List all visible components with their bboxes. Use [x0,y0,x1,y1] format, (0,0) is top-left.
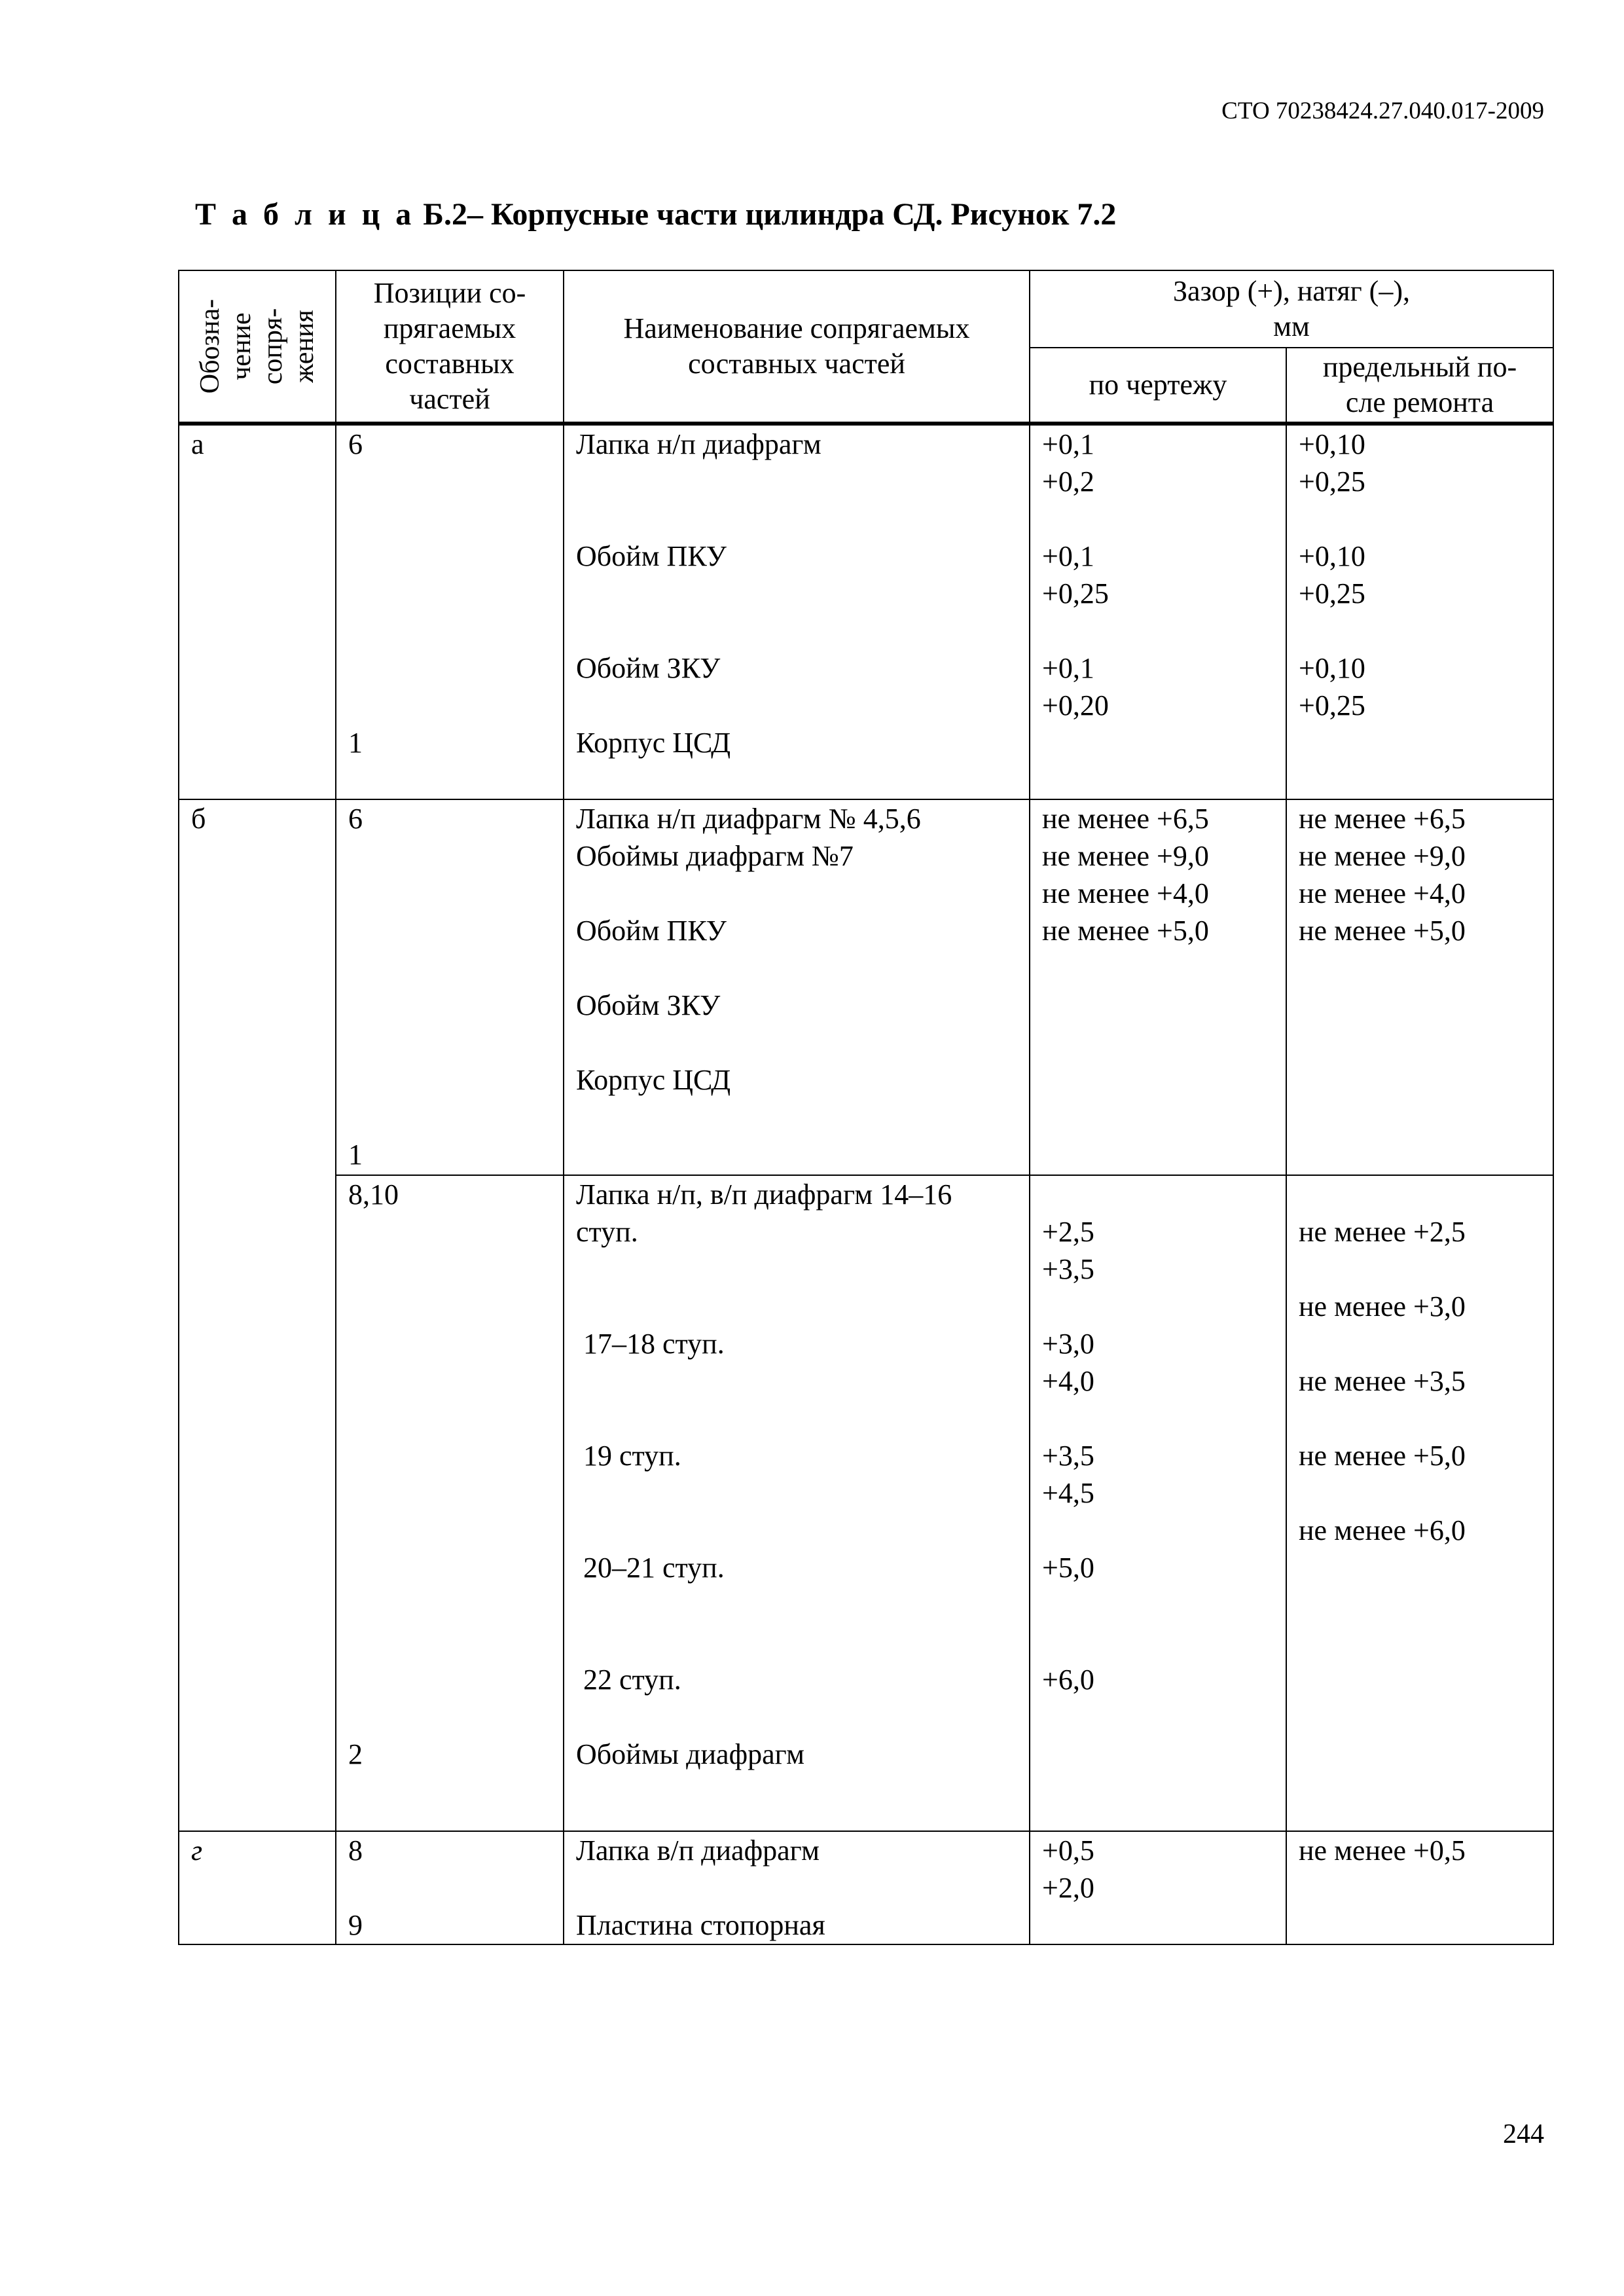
caption-prefix: Т а б л и ц а [195,197,416,232]
cell-names [564,424,1030,799]
table-row [179,1831,1553,1944]
cell-names: Лапка н/п, в/п диафрагм 14–16 ступ. 17–18 ступ. 19 ступ. 20–21 ступ. 22 ступ. Обоймы диафрагм [564,1175,1030,1831]
cell-limit: +0,10 +0,25 +0,10 +0,25 +0,10 +0,25 [1286,424,1553,799]
table-row [179,1175,1553,1831]
cell-by-drawing: +0,5 +2,0 [1030,1831,1286,1944]
header-gap-group: Зазор (+), натяг (–), мм [1030,270,1553,348]
cell-limit: не менее +0,5 [1286,1831,1553,1944]
cell-limit: не менее +2,5 не менее +3,0 не менее +3,5 не менее +5,0 не менее +6,0 [1286,1175,1553,1831]
parts-table [178,270,1554,1945]
header-positions: Позиции со- прягаемых составных частей [336,270,564,424]
cell-names: Лапка н/п диафрагм № 4,5,6 Обоймы диафрагм №7 Обойм ПКУ Обойм ЗКУ Корпус ЦСД [564,799,1030,1175]
cell-names: Лапка в/п диафрагм Пластина стопорная [564,1831,1030,1944]
header-designation [179,270,336,424]
header-by-drawing: по чертежу [1030,348,1286,424]
cell-positions: 6 1 [336,424,564,799]
cell-limit: не менее +6,5 не менее +9,0 не менее +4,0 не менее +5,0 [1286,799,1553,1175]
header-limit-after-repair: предельный по- сле ремонта [1286,348,1553,424]
cell-positions: 6 1 [336,799,564,1175]
cell-positions: 8,10 2 [336,1175,564,1831]
table-caption [195,196,1116,232]
table-row [179,424,1553,799]
cell-designation: г [179,1831,336,1944]
cell-designation: б [179,799,336,1831]
cell-by-drawing: +2,5 +3,5 +3,0 +4,0 +3,5 +4,5 +5,0 +6,0 [1030,1175,1286,1831]
cell-by-drawing: не менее +6,5 не менее +9,0 не менее +4,0 не менее +5,0 [1030,799,1286,1175]
header-names: Наименование сопрягаемых составных частей [564,270,1030,424]
page-number: 244 [1503,2119,1544,2149]
table-row [179,799,1553,1175]
names-text: Лапка н/п диафрагм Обойм ПКУ Обойм ЗКУ Корпус ЦСД [576,428,821,759]
cell-positions: 8 9 [336,1831,564,1944]
header-designation-text: Обозна- чение сопря- жения [195,299,319,394]
caption-text: Б.2– Корпусные части цилиндра СД. Рисунок 7.2 [415,197,1117,232]
cell-by-drawing: +0,1 +0,2 +0,1 +0,25 +0,1 +0,20 [1030,424,1286,799]
cell-designation: а [179,424,336,799]
document-code: СТО 70238424.27.040.017-2009 [1221,98,1544,124]
